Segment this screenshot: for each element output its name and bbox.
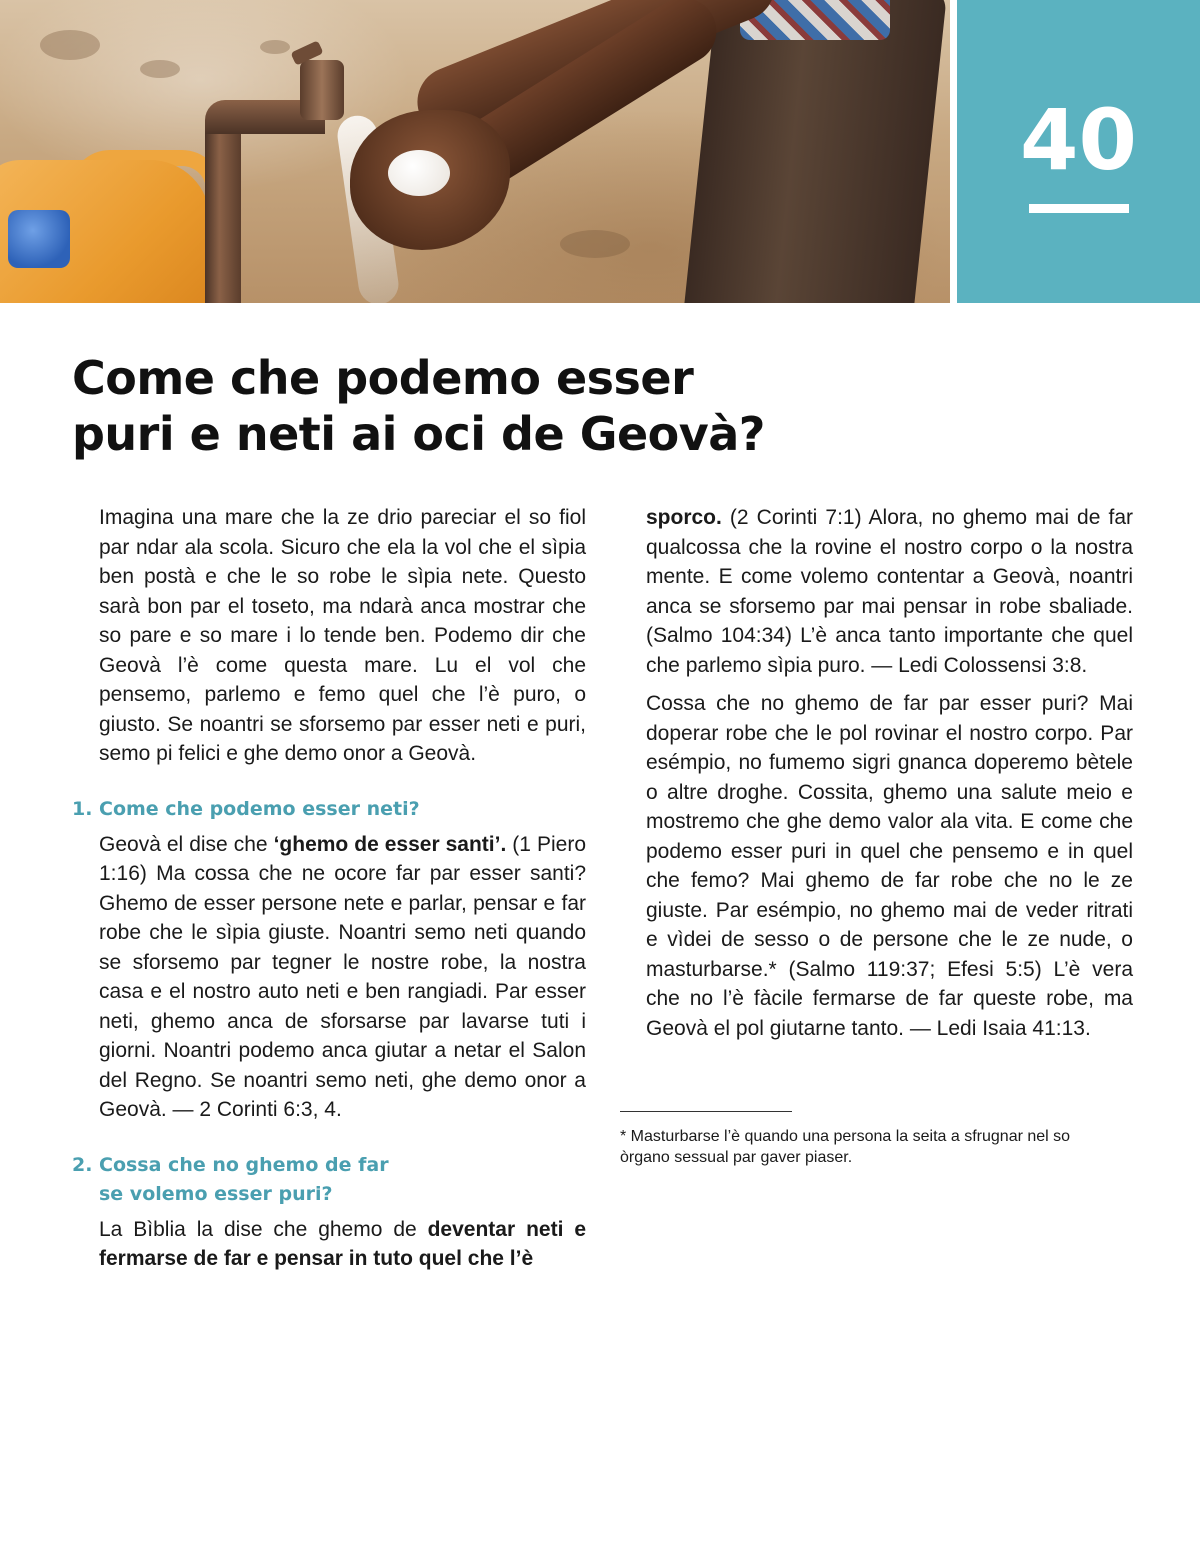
intro-paragraph: Imagina una mare che la ze drio pareciar el so fiol par ndar ala scola. Sicuro che ela la vol che el sìpia ben postà e che le so robe le sìpia nete. Questo sarà bon par el toseto, ma ndarà anca mostrar che so pare e so mare i lo tende ben. Podemo dir che Geovà l’è come questa mare. Lu el vol che pensemo, parlemo e femo quel che l’è puro, o giusto. Se noantri se sforsemo par esser neti e puri, semo pi felici e ghe demo onor a Geovà.	[99, 506, 586, 765]
section-2-bold-part-1: deventar neti e fermarse de far e pensar in tuto quel che l’è	[99, 1217, 586, 1270]
title-line-2: puri e neti ai oci de Geovà?	[72, 407, 765, 461]
right-column	[646, 503, 1133, 1043]
section-1-heading	[72, 795, 586, 824]
left-column	[72, 503, 586, 1274]
section-2-text-after: (2 Corinti 7:1) Alora, no ghemo mai de far qualcossa che la rovine el nostro corpo o la nostra mente. E come volemo contentar a Geovà, noantri anca se sforsemo par mai pensar in robe sbaliade. (Salmo 104:34) L’è anca tanto importante che quel che parlemo sìpia puro. — Ledi Colossensi 3:8.	[646, 506, 1133, 677]
section-2-paragraph-start	[99, 1215, 586, 1274]
hero-photo	[0, 0, 950, 303]
section-1-number: 1.	[72, 797, 93, 820]
footnote: * Masturbarse l’è quando una persona la seita a sfrugnar nel so òrgano sessual par gaver piaser.	[620, 1128, 1071, 1166]
section-1-text-after: (1 Piero 1:16) Ma cossa che ne ocore far par esser santi? Ghemo de esser persone nete e parlar, pensar e far robe che le sìpia giuste. Noantri semo neti quando se sforsemo par tegner le nostre robe, la nostra casa e el nostro auto neti e ben rangiadi. Par esser neti, ghemo anca de sforsarse par lavarse tuti i giorni. Noantri podemo anca giutar a netar el Salon del Regno. Se noantri semo neti, ghe demo onor a Geovà. — 2 Corinti 6:3, 4.	[99, 832, 586, 1121]
section-2-number: 2.	[72, 1153, 93, 1176]
section-1-paragraph	[99, 830, 586, 1125]
section-2-heading	[72, 1151, 586, 1209]
page-title	[72, 350, 892, 462]
section-2-heading-line-1: Cossa che no ghemo de far	[99, 1153, 389, 1176]
title-line-1: Come che podemo esser	[72, 351, 694, 405]
section-1-text-before: Geovà el dise che	[99, 832, 274, 856]
chapter-number: 40	[1020, 91, 1137, 189]
footnote-divider	[620, 1111, 792, 1112]
section-2-text-before: La Bìblia la dise che ghemo de	[99, 1217, 428, 1241]
section-2-bold-part-2: sporco.	[646, 506, 722, 529]
chapter-underline	[1029, 204, 1129, 213]
section-1-heading-text: Come che podemo esser neti?	[99, 797, 420, 820]
section-1-bold-quote: ‘ghemo de esser santi’.	[273, 832, 507, 856]
section-2-heading-line-2: se volemo esser puri?	[99, 1182, 333, 1205]
section-2-paragraph-2: Cossa che no ghemo de far par esser puri? Mai doperar robe che le pol rovinar el nostro corpo. Par esémpio, no fumemo sigri gnanca doperemo bètele o altre droghe. Cossita, ghemo una salute meio e mostremo che ghe demo valor ala vita. E come che podemo esser puri in quel che pensemo e in quel che femo? Mai ghemo de far robe che no le ze giuste. Par esémpio, no ghemo mai de veder ritrati e vìdei de sesso o de persone che le ze nude, o masturbarse.* (Salmo 119:37; Efesi 5:5) L’è vera che no l’è fàcile fermarse de far queste robe, ma Geovà el pol giutarne tanto. — Ledi Isaia 41:13.	[646, 692, 1133, 1040]
chapter-badge	[957, 0, 1200, 303]
section-2-paragraph-continued	[646, 503, 1133, 680]
